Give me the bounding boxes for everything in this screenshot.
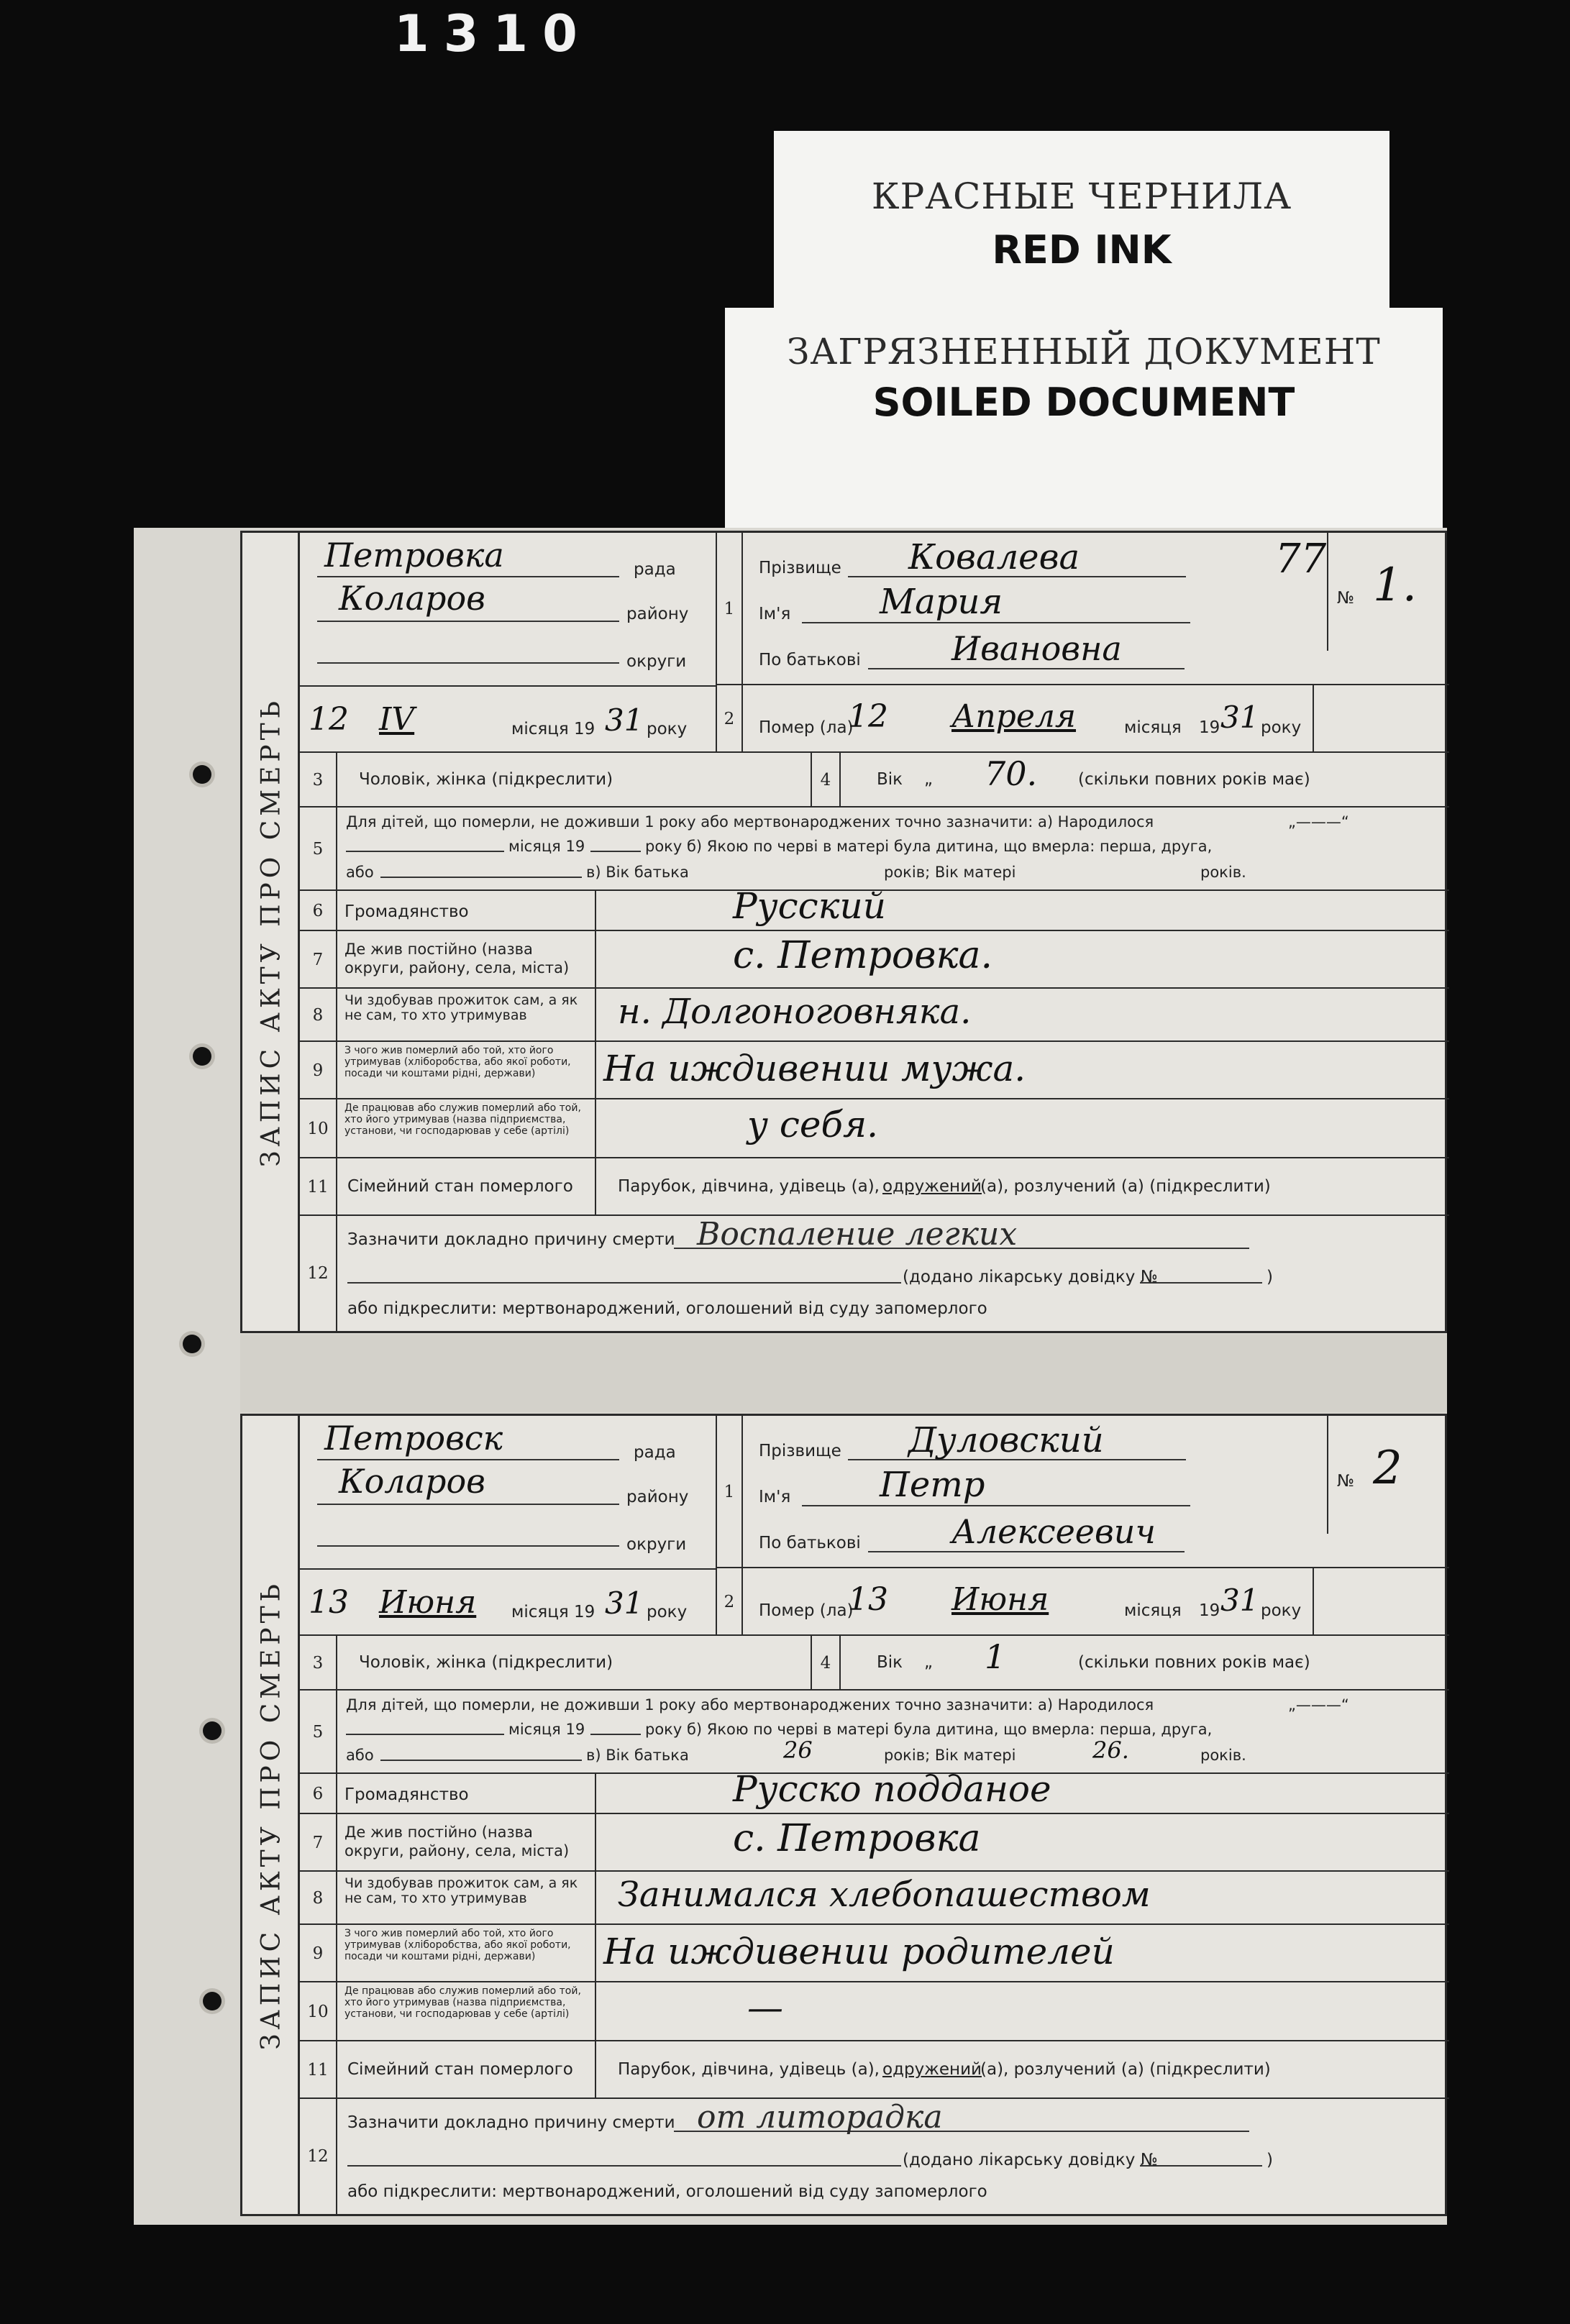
row-number-6: 6 — [300, 891, 337, 931]
death-century: 19 — [1199, 718, 1220, 737]
livelihood-value-cell — [596, 1925, 1449, 1982]
row-number-10: 10 — [300, 1982, 337, 2041]
row-number-4: 4 — [812, 753, 841, 808]
gender-label: Чоловік, жінка (підкреслити) — [359, 1653, 613, 1672]
name-block — [743, 533, 1449, 685]
death-label: Помер (ла) — [759, 718, 854, 737]
livelihood-label: З чого жив померлий або той, хто його утримував (хліборобства, або якої роботи, посади чи коштами рідні, держави) — [344, 1928, 571, 1962]
marital-options-cell — [596, 2041, 1449, 2099]
marital-opts-b: одружений — [882, 2060, 982, 2079]
residence-value-cell — [596, 931, 1449, 989]
citizenship-label: Громадянство — [344, 1785, 469, 1804]
support-label: Чи здобував прожиток сам, а як не сам, то хто утримував — [344, 992, 578, 1023]
age-label: Вік — [877, 770, 903, 789]
gender-row — [337, 753, 812, 808]
infant-line3d: років. — [1200, 1747, 1246, 1764]
row-number-9: 9 — [300, 1925, 337, 1982]
death-century: 19 — [1199, 1601, 1220, 1620]
row-number-12: 12 — [300, 1216, 337, 1331]
marital-opts-c: (а), розлучений (а) (підкреслити) — [980, 1177, 1271, 1196]
reg-month-label: місяця 19 — [511, 1603, 595, 1621]
red-ink-label — [774, 131, 1389, 308]
age-label: Вік — [877, 1653, 903, 1672]
infant-line3a: або — [346, 1747, 374, 1764]
citizenship-label-cell — [337, 891, 596, 931]
surname-label: Прізвище — [759, 559, 841, 577]
row-number-8: 8 — [300, 989, 337, 1042]
record-number: 1. — [1373, 559, 1418, 612]
punch-hole — [193, 1047, 211, 1066]
registration-date-row — [300, 685, 716, 751]
death-year-label: року — [1261, 718, 1302, 737]
stillborn-note: або підкреслити: мертвонароджений, оголошений від суду запомерлого — [347, 2182, 987, 2201]
age-note: (скільки повних років має) — [1078, 1653, 1310, 1672]
record-number-cell — [1327, 1416, 1449, 1534]
death-year-label: року — [1261, 1601, 1302, 1620]
infant-line1: Для дітей, що померли, не доживши 1 року або мертвонароджених точно зазначити: а) Народилося — [346, 1696, 1154, 1714]
rayon-value: Коларов — [339, 579, 485, 618]
row-number-9: 9 — [300, 1042, 337, 1099]
death-month: Июня — [951, 1581, 1049, 1618]
infant-line2b: року б) Якою по черві в матері була дитина, що вмерла: перша, друга, — [645, 1721, 1213, 1738]
row-number-12: 12 — [300, 2099, 337, 2214]
rayon-label: району — [626, 1488, 689, 1506]
workplace-label-cell — [337, 1099, 596, 1158]
marital-opts-a: Парубок, дівчина, удівець (а), — [618, 2060, 880, 2079]
side-title-text: ЗАПИС АКТУ ПРО СМЕРТЬ — [256, 697, 286, 1167]
punch-hole — [203, 1992, 222, 2010]
infant-line2b: року б) Якою по черві в матері була дитина, що вмерла: перша, друга, — [645, 838, 1213, 855]
support-label: Чи здобував прожиток сам, а як не сам, то хто утримував — [344, 1875, 578, 1906]
row-number-1: 1 — [717, 1416, 743, 1568]
cause-value: от литорадка — [697, 2099, 943, 2136]
cause-label: Зазначити докладно причину смерти — [347, 1230, 675, 1249]
death-month-label: місяця — [1124, 1601, 1182, 1620]
father-age: 26 — [783, 1737, 813, 1764]
row-number-6: 6 — [300, 1774, 337, 1814]
age-row: Вік „ 70. (скільки повних років має) — [841, 753, 1449, 808]
row-number-2: 2 — [717, 1568, 743, 1636]
livelihood-value: На иждивении родителей — [603, 1931, 1115, 1972]
reg-month-label: місяця 19 — [511, 720, 595, 738]
workplace-value-cell — [596, 1099, 1449, 1158]
row-number-4: 4 — [812, 1636, 841, 1691]
infant-line3b: в) Вік батька — [586, 864, 689, 881]
death-year: 31 — [1220, 1583, 1259, 1618]
support-label-cell — [337, 1872, 596, 1925]
workplace-label: Де працював або служив померлий або той, хто його утримував (назва підприємства, установи, чи господарював у себе (артілі) — [344, 1102, 581, 1137]
reg-year: 31 — [605, 1586, 644, 1621]
punch-hole — [183, 1335, 201, 1353]
gender-label: Чоловік, жінка (підкреслити) — [359, 770, 613, 789]
row-number-10: 10 — [300, 1099, 337, 1158]
marital-opts-a: Парубок, дівчина, удівець (а), — [618, 1177, 880, 1196]
row-number-3: 3 — [300, 753, 337, 808]
name-value: Петр — [880, 1465, 985, 1505]
reg-month: Июня — [379, 1584, 477, 1621]
form-side-title — [242, 1416, 300, 2214]
cause-row: Зазначити докладно причину смерти Воспаление легких (додано лікарську довідку № ) або підкреслити: мертвонароджений, оголошений від суду запомерлого — [347, 1216, 1273, 1318]
reg-month: IV — [379, 701, 415, 738]
okruga-label: округи — [626, 652, 687, 671]
marital-opts-c: (а), розлучений (а) (підкреслити) — [980, 2060, 1271, 2079]
row-number-8: 8 — [300, 1872, 337, 1925]
citizenship-label-cell — [337, 1774, 596, 1814]
row-number-7: 7 — [300, 931, 337, 989]
livelihood-label-cell — [337, 1042, 596, 1099]
rayon-value: Коларов — [339, 1462, 485, 1501]
death-date-row — [743, 1568, 1449, 1636]
surname-value: Дуловский — [908, 1420, 1104, 1460]
stillborn-note: або підкреслити: мертвонароджений, оголошений від суду запомерлого — [347, 1299, 987, 1318]
row-number-11: 11 — [300, 2041, 337, 2099]
citizenship-label: Громадянство — [344, 902, 469, 921]
marital-options-cell — [596, 1158, 1449, 1216]
livelihood-label: З чого жив померлий або той, хто його утримував (хліборобства, або якої роботи, посади чи коштами рідні, держави) — [344, 1045, 571, 1079]
punch-hole — [193, 765, 211, 784]
patronymic-value: Алексеевич — [951, 1512, 1156, 1551]
cause-label: Зазначити докладно причину смерти — [347, 2113, 675, 2132]
infant-line3d: років. — [1200, 864, 1246, 881]
death-month-label: місяця — [1124, 718, 1182, 737]
infant-line1: Для дітей, що померли, не доживши 1 року або мертвонароджених точно зазначити: а) Народилося — [346, 813, 1154, 831]
livelihood-value: На иждивении мужа. — [603, 1048, 1026, 1089]
infant-row: Для дітей, що померли, не доживши 1 року або мертвонароджених точно зазначити: а) Народилося „———“ місяця 19 року б) Якою по черві в матері була дитина, що вмерла: перша, друга, або в) Вік батька 26 років; Вік матері 26. років. — [337, 1691, 1449, 1774]
patronymic-value: Ивановна — [951, 629, 1122, 668]
patronymic-label: По батькові — [759, 651, 861, 669]
cause-cert: (додано лікарську довідку № — [903, 2151, 1158, 2169]
punch-hole — [203, 1721, 222, 1740]
row-number-5: 5 — [300, 808, 337, 891]
age-value: 70. — [985, 754, 1038, 793]
row-number-3: 3 — [300, 1636, 337, 1691]
support-value-cell — [596, 1872, 1449, 1925]
name-label: Ім'я — [759, 605, 791, 623]
registration-place-block — [300, 533, 717, 753]
registration-place-block — [300, 1416, 717, 1636]
workplace-value: у себя. — [747, 1104, 879, 1145]
rayon-label: району — [626, 605, 689, 623]
marital-label: Сімейний стан померлого — [347, 1177, 573, 1196]
soiled-label-ru: ЗАГРЯЗНЕННЫЙ ДОКУМЕНТ — [787, 331, 1381, 372]
residence-value: с. Петровка — [733, 1817, 981, 1860]
death-day: 12 — [848, 698, 888, 735]
death-date-row — [743, 685, 1449, 753]
cause-cert: (додано лікарську довідку № — [903, 1268, 1158, 1286]
surname-label: Прізвище — [759, 1442, 841, 1460]
cause-value: Воспаление легких — [697, 1216, 1018, 1253]
okruga-label: округи — [626, 1535, 687, 1554]
registration-date-row — [300, 1568, 716, 1634]
age-note: (скільки повних років має) — [1078, 770, 1310, 789]
marital-label: Сімейний стан померлого — [347, 2060, 573, 2079]
row-number-2: 2 — [717, 685, 743, 753]
reg-day: 13 — [309, 1584, 349, 1621]
citizenship-value-cell — [596, 885, 1449, 931]
rada-label: рада — [634, 1443, 676, 1462]
infant-line2a: місяця 19 — [508, 838, 585, 855]
marital-label-cell — [337, 2041, 596, 2099]
rada-value: Петровск — [324, 1419, 503, 1458]
name-value: Мария — [880, 582, 1003, 622]
support-value: н. Долгоноговняка. — [618, 992, 972, 1032]
row-number-1: 1 — [717, 533, 743, 685]
row-number-11: 11 — [300, 1158, 337, 1216]
surname-value: Ковалева — [908, 537, 1080, 577]
residence-label-cell — [337, 1814, 596, 1872]
residence-label: Де жив постійно (назва округи, району, села, міста) — [344, 1824, 570, 1859]
rada-value: Петровка — [324, 536, 504, 575]
name-label: Ім'я — [759, 1488, 791, 1506]
record-number-cell — [1327, 533, 1449, 651]
cause-row: Зазначити докладно причину смерти от литорадка (додано лікарську довідку № ) або підкреслити: мертвонароджений, оголошений від суду запомерлого — [347, 2099, 1273, 2201]
residence-value: с. Петровка. — [733, 934, 993, 977]
name-block — [743, 1416, 1449, 1568]
death-month: Апреля — [951, 698, 1077, 735]
infant-line3b: в) Вік батька — [586, 1747, 689, 1764]
infant-row: Для дітей, що померли, не доживши 1 року або мертвонароджених точно зазначити: а) Народилося „———“ місяця 19 року б) Якою по черві в матері була дитина, що вмерла: перша, друга, або в) Вік батька років; Вік матері років. — [337, 808, 1449, 891]
workplace-value: — — [747, 1987, 783, 2028]
support-label-cell — [337, 989, 596, 1042]
residence-value-cell — [596, 1814, 1449, 1872]
infant-line3a: або — [346, 864, 374, 881]
livelihood-value-cell — [596, 1042, 1449, 1099]
citizenship-value: Русский — [733, 885, 886, 927]
citizenship-value-cell — [596, 1768, 1449, 1814]
red-ink-label-ru: КРАСНЫЕ ЧЕРНИЛА — [871, 175, 1292, 217]
residence-label: Де жив постійно (назва округи, району, села, міста) — [344, 941, 570, 976]
death-record-form-1 — [240, 531, 1447, 1333]
side-title-text: ЗАПИС АКТУ ПРО СМЕРТЬ — [256, 1580, 286, 2050]
document-sheet — [134, 528, 1447, 2225]
red-ink-label-en: RED INK — [992, 227, 1172, 273]
residence-label-cell — [337, 931, 596, 989]
margin-mark: 77 — [1275, 536, 1327, 582]
mother-age: 26. — [1092, 1737, 1129, 1764]
infant-line3c: років; Вік матері — [884, 864, 1016, 881]
row-number-7: 7 — [300, 1814, 337, 1872]
rada-label: рада — [634, 560, 676, 579]
livelihood-label-cell — [337, 1925, 596, 1982]
number-sign: № — [1337, 589, 1354, 608]
reg-year: 31 — [605, 703, 644, 738]
infant-line3c: років; Вік матері — [884, 1747, 1016, 1764]
frame-number: 1310 — [394, 4, 592, 63]
soiled-label-en: SOILED DOCUMENT — [872, 380, 1295, 425]
death-year: 31 — [1220, 700, 1259, 735]
infant-line2a: місяця 19 — [508, 1721, 585, 1738]
marital-label-cell — [337, 1158, 596, 1216]
form-side-title — [242, 533, 300, 1331]
death-label: Помер (ла) — [759, 1601, 854, 1620]
form-gap — [240, 1335, 1447, 1412]
record-number: 2 — [1373, 1442, 1402, 1495]
patronymic-label: По батькові — [759, 1534, 861, 1552]
workplace-label-cell — [337, 1982, 596, 2041]
death-day: 13 — [848, 1581, 888, 1618]
death-record-form-2 — [240, 1414, 1447, 2216]
marital-opts-b: одружений — [882, 1177, 982, 1196]
citizenship-value: Русско подданое — [733, 1768, 1051, 1810]
workplace-label: Де працював або служив померлий або той, хто його утримував (назва підприємства, установи, чи господарював у себе (артілі) — [344, 1985, 581, 2020]
soiled-document-label — [725, 308, 1443, 528]
support-value-cell — [596, 989, 1449, 1042]
age-value: 1 — [985, 1637, 1006, 1676]
reg-year-label: року — [647, 720, 688, 738]
number-sign: № — [1337, 1472, 1354, 1491]
age-row: Вік „ 1 (скільки повних років має) — [841, 1636, 1449, 1691]
support-value: Занимался хлебопашеством — [618, 1875, 1151, 1915]
gender-row — [337, 1636, 812, 1691]
reg-year-label: року — [647, 1603, 688, 1621]
workplace-value-cell — [596, 1982, 1449, 2041]
row-number-5: 5 — [300, 1691, 337, 1774]
reg-day: 12 — [309, 701, 349, 738]
